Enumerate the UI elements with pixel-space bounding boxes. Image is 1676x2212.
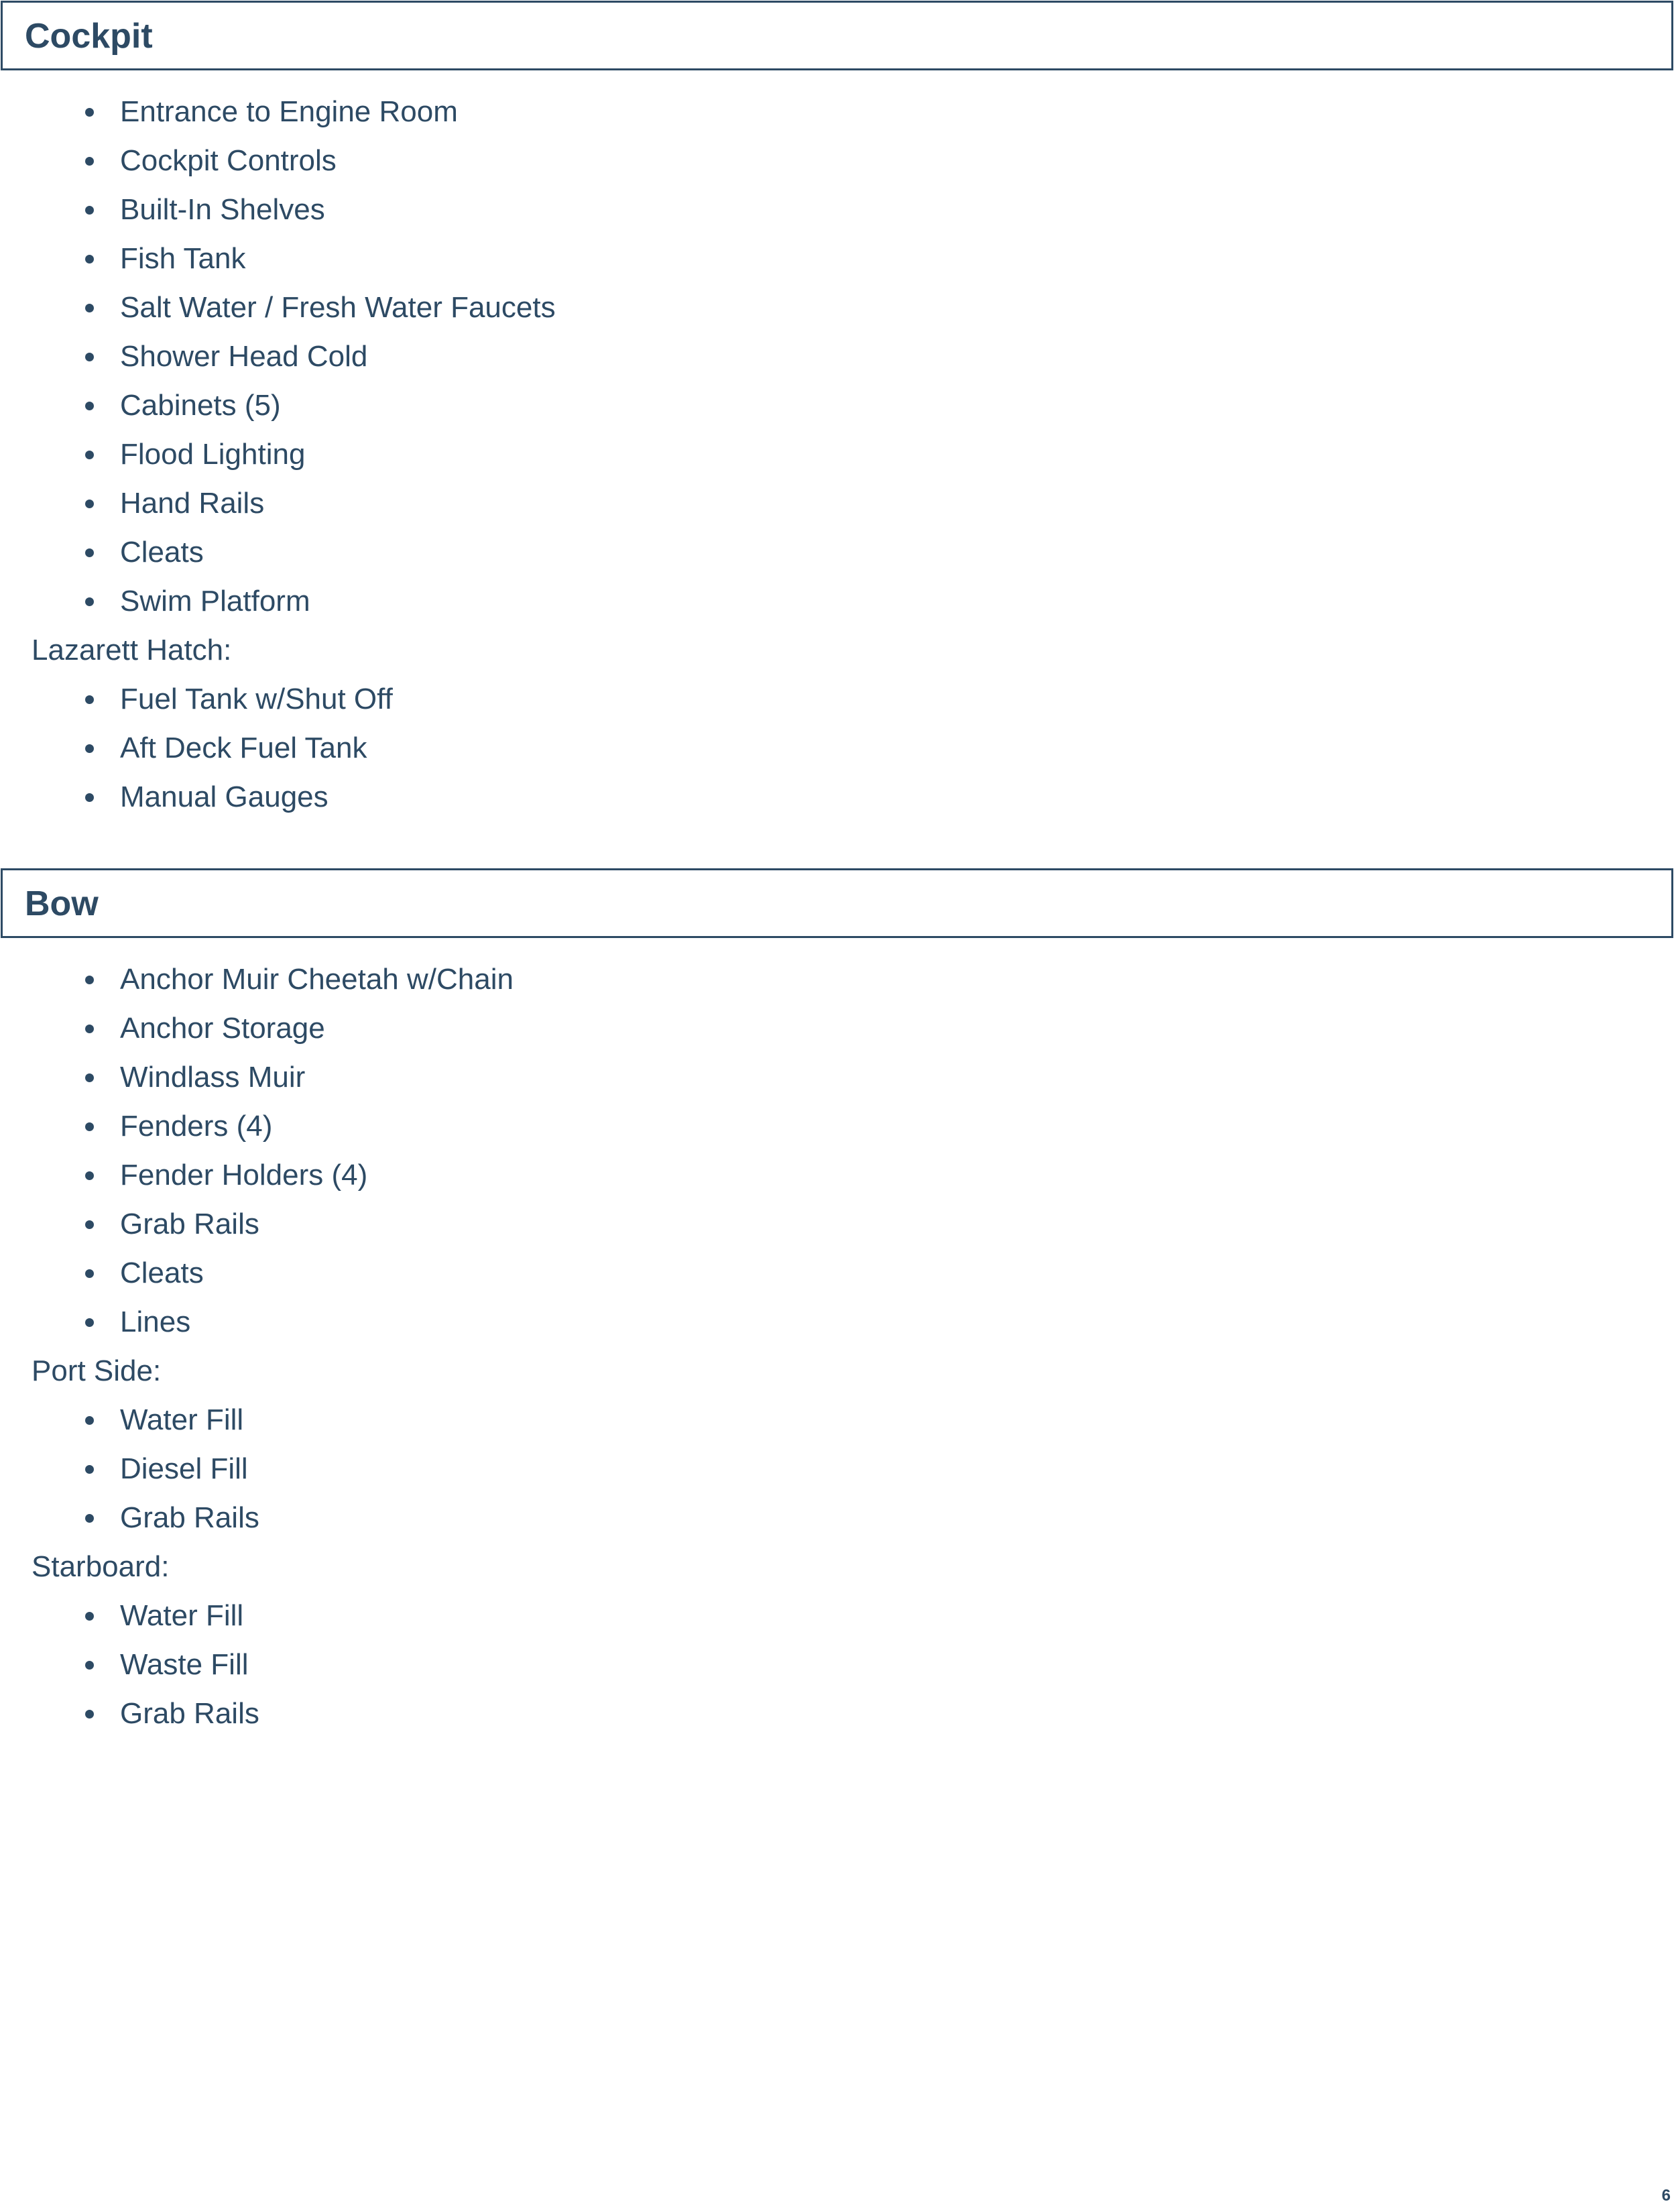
bullet-icon: [85, 1122, 94, 1131]
list-item: [0, 675, 1676, 723]
list-item-text: Anchor Muir Cheetah w/Chain: [120, 963, 514, 996]
list-item-text: Anchor Storage: [120, 1012, 325, 1045]
list-item: [0, 430, 1676, 479]
section-header-bow: [1, 868, 1673, 938]
list-item-text: Cockpit Controls: [120, 144, 337, 177]
bullet-icon: [85, 451, 94, 459]
list-item: [0, 1151, 1676, 1200]
bullet-icon: [85, 157, 94, 166]
bullet-icon: [85, 1318, 94, 1327]
bullet-icon: [85, 1269, 94, 1278]
subgroup-label-starboard: Starboard:: [32, 1550, 170, 1583]
list-item: [0, 1200, 1676, 1248]
list-item: [0, 1444, 1676, 1493]
subgroup-label-port-side: Port Side:: [32, 1354, 162, 1387]
bullet-icon: [85, 1171, 94, 1180]
list-item: [0, 1102, 1676, 1151]
list-item-text: Cleats: [120, 1257, 204, 1289]
bullet-icon: [85, 500, 94, 508]
list-item-text: Fish Tank: [120, 242, 246, 275]
bullet-icon: [85, 1416, 94, 1425]
list-item-text: Fender Holders (4): [120, 1159, 368, 1191]
list-item: [0, 332, 1676, 381]
bullet-icon: [85, 1465, 94, 1474]
list-item-text: Entrance to Engine Room: [120, 95, 458, 128]
list-item-text: Cleats: [120, 536, 204, 569]
list-item-text: Grab Rails: [120, 1208, 259, 1240]
bullet-icon: [85, 1612, 94, 1621]
list-item-text: Aft Deck Fuel Tank: [120, 732, 367, 764]
list-item-text: Water Fill: [120, 1403, 244, 1436]
section-header-cockpit: [1, 1, 1673, 70]
bullet-icon: [85, 1220, 94, 1229]
list-item: [0, 136, 1676, 185]
list-item: [0, 1493, 1676, 1542]
list-item: [0, 1004, 1676, 1053]
list-item-text: Flood Lighting: [120, 438, 306, 471]
list-item: [0, 723, 1676, 772]
list-item-text: Lines: [120, 1305, 191, 1338]
list-item-text: Water Fill: [120, 1599, 244, 1632]
list-item-text: Waste Fill: [120, 1648, 249, 1681]
list-item: [0, 87, 1676, 136]
bullet-icon: [85, 304, 94, 312]
page-number: 6: [1661, 2187, 1671, 2205]
list-item-text: Built-In Shelves: [120, 193, 325, 226]
list-item-text: Diesel Fill: [120, 1452, 248, 1485]
list-item-text: Hand Rails: [120, 487, 265, 520]
section-title: Bow: [25, 884, 99, 923]
list-item-text: Shower Head Cold: [120, 340, 368, 373]
list-item: [0, 1297, 1676, 1346]
bullet-icon: [85, 1514, 94, 1523]
list-item-text: Fenders (4): [120, 1110, 273, 1143]
list-item-text: Grab Rails: [120, 1501, 259, 1534]
list-item: [0, 1248, 1676, 1297]
list-item-text: Manual Gauges: [120, 780, 328, 813]
bullet-icon: [85, 793, 94, 802]
list-item: [0, 1591, 1676, 1640]
list-item: [0, 185, 1676, 234]
bullet-icon: [85, 255, 94, 264]
bullet-icon: [85, 402, 94, 410]
list-item: [0, 1053, 1676, 1102]
list-item-text: Fuel Tank w/Shut Off: [120, 683, 393, 715]
list-item: [0, 479, 1676, 528]
list-item-text: Grab Rails: [120, 1697, 259, 1730]
bullet-icon: [85, 1025, 94, 1033]
section-title: Cockpit: [25, 17, 153, 56]
list-item: [0, 234, 1676, 283]
list-item: [0, 577, 1676, 626]
list-item: [0, 955, 1676, 1004]
subgroup-label-lazarett-hatch: Lazarett Hatch:: [32, 634, 232, 666]
bullet-icon: [85, 548, 94, 557]
bullet-icon: [85, 206, 94, 215]
list-item: [0, 1689, 1676, 1738]
list-item: [0, 1640, 1676, 1689]
bullet-icon: [85, 1661, 94, 1670]
list-item-text: Windlass Muir: [120, 1061, 306, 1094]
list-item-text: Swim Platform: [120, 585, 310, 618]
list-item: [0, 283, 1676, 332]
bow-content: [0, 955, 1676, 1738]
list-item-text: Cabinets (5): [120, 389, 281, 422]
bullet-icon: [85, 695, 94, 704]
bullet-icon: [85, 353, 94, 361]
bullet-icon: [85, 976, 94, 984]
list-item: [0, 381, 1676, 430]
bullet-icon: [85, 1073, 94, 1082]
list-item: [0, 1395, 1676, 1444]
cockpit-content: [0, 87, 1676, 821]
list-item: [0, 772, 1676, 821]
bullet-icon: [85, 108, 94, 117]
list-item-text: Salt Water / Fresh Water Faucets: [120, 291, 556, 324]
list-item: [0, 528, 1676, 577]
bullet-icon: [85, 597, 94, 606]
bullet-icon: [85, 1710, 94, 1719]
bullet-icon: [85, 744, 94, 753]
